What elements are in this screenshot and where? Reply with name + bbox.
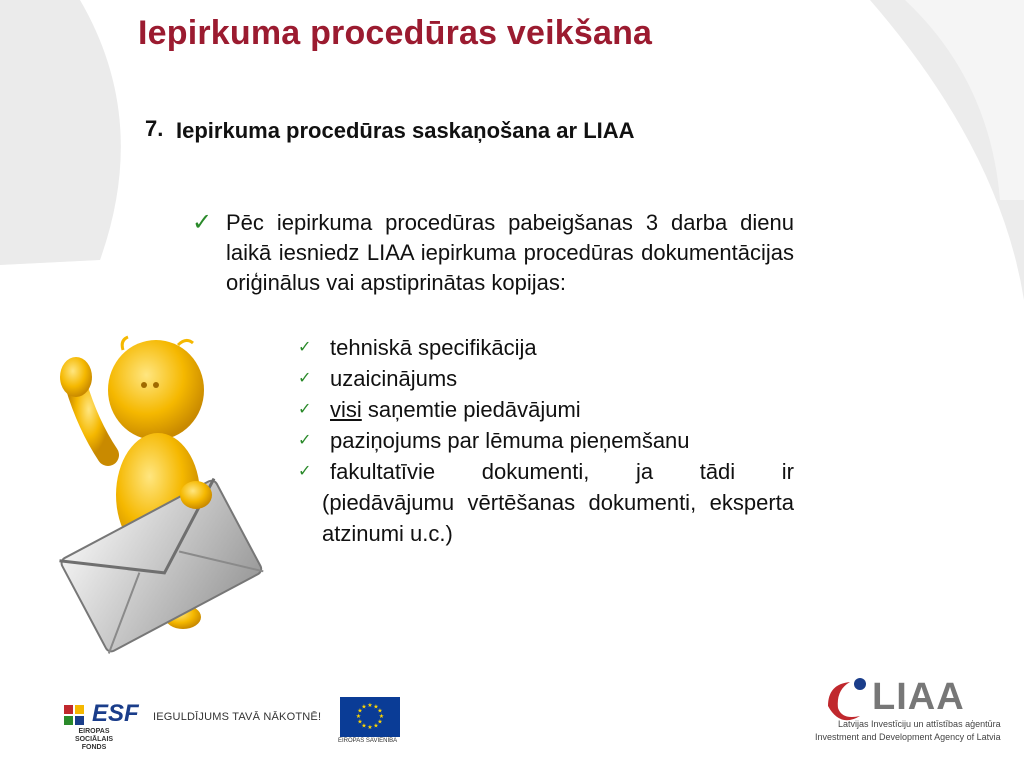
liaa-name-lv: Latvijas Investīciju un attīstības aģentūra: [838, 719, 1001, 729]
main-bullet: [192, 208, 794, 298]
slogan-text: IEGULDĪJUMS TAVĀ NĀKOTNĒ!: [153, 711, 322, 723]
svg-text:★: ★: [377, 708, 383, 715]
esf-wordmark: ESF: [92, 700, 139, 727]
list-item: ✓ paziņojums par lēmuma pieņemšanu: [296, 425, 794, 456]
svg-text:★: ★: [357, 708, 363, 715]
svg-text:★: ★: [355, 714, 362, 720]
svg-text:★: ★: [361, 704, 367, 711]
checkmark-icon: ✓: [298, 339, 312, 356]
svg-text:★: ★: [373, 723, 379, 730]
svg-text:★: ★: [378, 714, 385, 720]
liaa-wordmark: LIAA: [872, 676, 965, 718]
svg-text:★: ★: [361, 723, 367, 730]
checkmark-icon: ✓: [298, 401, 312, 418]
eu-flag-icon: [340, 697, 400, 737]
underlined-word: visi: [330, 397, 362, 422]
esf-subtitle: EIROPAS SOCIĀLAIS FONDS: [74, 728, 114, 751]
liaa-name-en: Investment and Development Agency of Latvia: [815, 732, 1001, 742]
item-heading: Iepirkuma procedūras saskaņošana ar LIAA: [176, 118, 635, 143]
list-item: ✓ tehniskā specifikācija: [296, 332, 794, 363]
list-item: ✓ visi saņemtie piedāvājumi: [296, 394, 794, 425]
checkmark-icon: ✓: [298, 432, 312, 449]
sub-bullet-list: [296, 332, 794, 549]
svg-text:★: ★: [377, 719, 383, 726]
list-item: ✓ fakultatīvie dokumenti, ja tādi ir (piedāvājumu vērtēšanas dokumenti, eksperta atzinumi u.c.): [296, 456, 794, 549]
mascot-envelope-illustration: [48, 335, 298, 655]
eu-label: EIROPAS SAVIENĪBA: [338, 738, 398, 744]
svg-text:★: ★: [357, 719, 363, 726]
svg-text:★: ★: [373, 704, 379, 711]
checkmark-icon: ✓: [298, 370, 312, 387]
main-bullet-text: Pēc iepirkuma procedūras pabeigšanas 3 darba dienu laikā iesniedz LIAA iepirkuma procedūras dokumentācijas oriģinālus vai apstiprinātas kopijas:: [226, 210, 794, 295]
slide-title: Iepirkuma procedūras veikšana: [138, 14, 653, 52]
list-item: ✓ uzaicinājums: [296, 363, 794, 394]
numbered-item: [145, 116, 795, 146]
svg-text:★: ★: [367, 703, 373, 709]
checkmark-icon: ✓: [298, 463, 312, 480]
checkmark-icon: ✓: [192, 209, 213, 236]
item-number: 7.: [145, 116, 164, 141]
svg-text:★: ★: [367, 725, 373, 731]
